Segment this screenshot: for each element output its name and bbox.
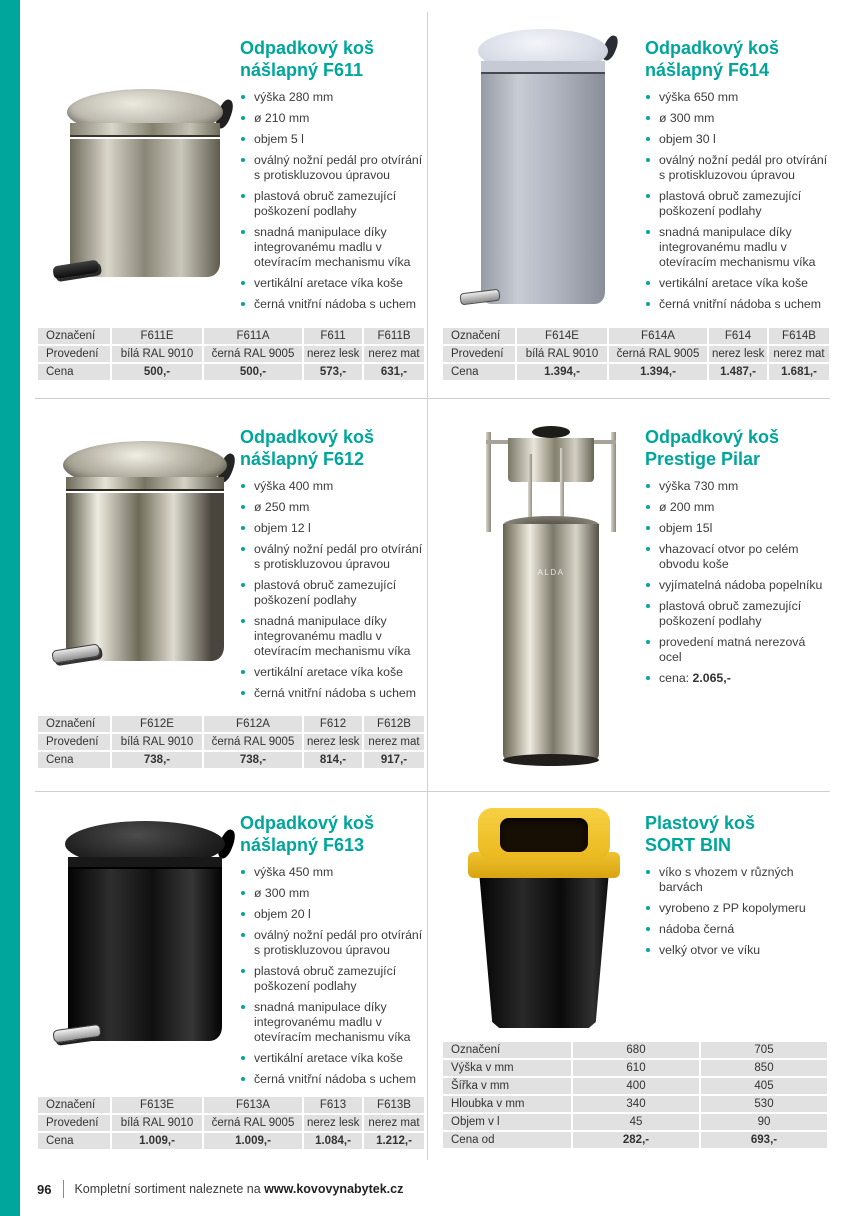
table-row-label: Označení bbox=[38, 328, 110, 344]
table-row-label: Objem v l bbox=[443, 1114, 571, 1130]
table-row bbox=[38, 1115, 424, 1131]
table-cell: 738,- bbox=[204, 752, 302, 768]
table-row bbox=[443, 1096, 827, 1112]
table-row-label: Označení bbox=[443, 1042, 571, 1058]
bullet-item: černá vnitřní nádoba s uchem bbox=[240, 1072, 424, 1087]
table-cell: F612B bbox=[364, 716, 424, 732]
table-cell: černá RAL 9005 bbox=[609, 346, 707, 362]
table-row bbox=[38, 346, 424, 362]
table-row bbox=[38, 1097, 424, 1113]
table-cell: F613A bbox=[204, 1097, 302, 1113]
table-row-label: Provedení bbox=[38, 346, 110, 362]
bullet-item: plastová obruč zamezující poškození podlahy bbox=[240, 964, 424, 994]
table-cell: černá RAL 9005 bbox=[204, 1115, 302, 1131]
table-cell: 1.394,- bbox=[609, 364, 707, 380]
table-cell: 90 bbox=[701, 1114, 827, 1130]
product-info-pilar bbox=[645, 426, 829, 692]
bullet-item: vyrobeno z PP kopolymeru bbox=[645, 901, 829, 916]
table-cell: F613B bbox=[364, 1097, 424, 1113]
table-row bbox=[443, 364, 829, 380]
table-row-label: Provedení bbox=[38, 734, 110, 750]
spec-table-f614 bbox=[441, 326, 831, 382]
table-cell: 573,- bbox=[304, 364, 362, 380]
bullet-item: plastová obruč zamezující poškození podlahy bbox=[645, 599, 829, 629]
bullet-item: oválný nožní pedál pro otvírání s protiskluzovou úpravou bbox=[240, 542, 424, 572]
product-title-line1: Odpadkový koš bbox=[240, 427, 375, 447]
bullet-item: ø 250 mm bbox=[240, 500, 424, 515]
table-cell: F611 bbox=[304, 328, 362, 344]
table-row bbox=[443, 346, 829, 362]
product-title-line2: nášlapný F614 bbox=[645, 60, 770, 80]
table-row bbox=[443, 1114, 827, 1130]
table-cell: nerez mat bbox=[364, 1115, 424, 1131]
bullet-item: objem 30 l bbox=[645, 132, 829, 147]
product-info-f612 bbox=[240, 426, 424, 707]
product-title bbox=[645, 37, 829, 81]
spec-table-f612 bbox=[36, 714, 426, 770]
table-row-label: Provedení bbox=[38, 1115, 110, 1131]
bullet-item: nádoba černá bbox=[645, 922, 829, 937]
table-cell: 680 bbox=[573, 1042, 699, 1058]
bullet-item: objem 5 l bbox=[240, 132, 424, 147]
product-info-f614 bbox=[645, 37, 829, 318]
bullet-item: objem 15l bbox=[645, 521, 829, 536]
bullet-item: snadná manipulace díky integrovanému madlu v otevíracím mechanismu víka bbox=[240, 1000, 424, 1045]
table-cell: 631,- bbox=[364, 364, 424, 380]
spec-table-f613 bbox=[36, 1095, 426, 1151]
bin-body bbox=[66, 493, 224, 661]
bin-rim bbox=[70, 123, 220, 137]
table-cell: 1.009,- bbox=[204, 1133, 302, 1149]
table-row-label: Cena bbox=[38, 1133, 110, 1149]
bullet-item: černá vnitřní nádoba s uchem bbox=[645, 297, 829, 312]
table-cell: nerez lesk bbox=[304, 346, 362, 362]
product-title-line1: Odpadkový koš bbox=[240, 813, 375, 833]
table-row-label: Provedení bbox=[443, 346, 515, 362]
table-cell: nerez mat bbox=[769, 346, 829, 362]
bullet-item: vyjímatelná nádoba popelníku bbox=[645, 578, 829, 593]
table-cell: nerez lesk bbox=[304, 734, 362, 750]
product-bullets bbox=[240, 865, 424, 1087]
page-number: 96 bbox=[37, 1181, 52, 1197]
table-cell: 500,- bbox=[112, 364, 202, 380]
product-title bbox=[645, 426, 829, 470]
footer-divider bbox=[63, 1180, 64, 1198]
table-cell: bílá RAL 9010 bbox=[112, 1115, 202, 1131]
bin-rim bbox=[68, 857, 222, 869]
table-cell: 530 bbox=[701, 1096, 827, 1112]
table-row bbox=[443, 328, 829, 344]
product-info-f613 bbox=[240, 812, 424, 1093]
product-title-line1: Plastový koš bbox=[645, 813, 756, 833]
table-row bbox=[443, 1078, 827, 1094]
table-row-label: Cena bbox=[443, 364, 515, 380]
table-cell: 1.212,- bbox=[364, 1133, 424, 1149]
product-info-sortbin bbox=[645, 812, 829, 964]
table-cell: bílá RAL 9010 bbox=[112, 346, 202, 362]
product-card-f614 bbox=[440, 15, 832, 395]
product-image-pilar bbox=[468, 418, 634, 773]
table-cell: 693,- bbox=[701, 1132, 827, 1148]
product-title-line1: Odpadkový koš bbox=[240, 38, 375, 58]
bullet-item: oválný nožní pedál pro otvírání s protiskluzovou úpravou bbox=[240, 928, 424, 958]
table-cell: 705 bbox=[701, 1042, 827, 1058]
product-image-f611 bbox=[55, 83, 235, 288]
product-image-f613 bbox=[55, 815, 235, 1055]
table-row-label: Hloubka v mm bbox=[443, 1096, 571, 1112]
table-cell: F611B bbox=[364, 328, 424, 344]
table-cell: nerez mat bbox=[364, 346, 424, 362]
bullet-item: vhazovací otvor po celém obvodu koše bbox=[645, 542, 829, 572]
table-cell: 738,- bbox=[112, 752, 202, 768]
table-cell: F612 bbox=[304, 716, 362, 732]
product-title bbox=[240, 37, 424, 81]
bullet-item: černá vnitřní nádoba s uchem bbox=[240, 686, 424, 701]
bin-body bbox=[474, 878, 614, 1028]
spec-table-f611 bbox=[36, 326, 426, 382]
bullet-item: výška 730 mm bbox=[645, 479, 829, 494]
table-cell: černá RAL 9005 bbox=[204, 346, 302, 362]
table-row bbox=[38, 1133, 424, 1149]
table-row bbox=[443, 1060, 827, 1076]
product-card-sortbin bbox=[440, 800, 832, 1200]
table-cell: bílá RAL 9010 bbox=[112, 734, 202, 750]
bullet-item: oválný nožní pedál pro otvírání s protiskluzovou úpravou bbox=[645, 153, 829, 183]
product-card-f613 bbox=[35, 800, 427, 1200]
table-cell: nerez mat bbox=[364, 734, 424, 750]
table-row bbox=[38, 716, 424, 732]
bullet-item: výška 650 mm bbox=[645, 90, 829, 105]
bin-rim bbox=[481, 61, 605, 74]
bullet-item: černá vnitřní nádoba s uchem bbox=[240, 297, 424, 312]
table-cell: černá RAL 9005 bbox=[204, 734, 302, 750]
bullet-item: výška 450 mm bbox=[240, 865, 424, 880]
table-cell: 850 bbox=[701, 1060, 827, 1076]
bullet-item: vertikální aretace víka koše bbox=[240, 1051, 424, 1066]
table-cell: bílá RAL 9010 bbox=[517, 346, 607, 362]
bullet-item: snadná manipulace díky integrovanému madlu v otevíracím mechanismu víka bbox=[645, 225, 829, 270]
bullet-item: vertikální aretace víka koše bbox=[645, 276, 829, 291]
row-divider-2 bbox=[35, 791, 830, 792]
table-row-label: Označení bbox=[443, 328, 515, 344]
table-cell: F612A bbox=[204, 716, 302, 732]
table-cell: 45 bbox=[573, 1114, 699, 1130]
table-cell: 400 bbox=[573, 1078, 699, 1094]
table-cell: nerez lesk bbox=[709, 346, 767, 362]
product-image-sortbin bbox=[458, 808, 630, 1033]
row-divider-1 bbox=[35, 398, 830, 399]
bullet-item: výška 400 mm bbox=[240, 479, 424, 494]
spec-table-sortbin bbox=[441, 1040, 829, 1150]
bullet-item: plastová obruč zamezující poškození podlahy bbox=[240, 189, 424, 219]
bullet-item: cena: 2.065,- bbox=[645, 671, 829, 686]
column-divider bbox=[427, 12, 428, 1160]
bin-rim bbox=[66, 477, 224, 491]
table-row bbox=[38, 734, 424, 750]
table-row bbox=[38, 364, 424, 380]
product-card-f612 bbox=[35, 408, 427, 788]
bin-base bbox=[503, 754, 599, 766]
brand-logo-on-product: ALDA bbox=[537, 568, 565, 577]
table-cell: F613E bbox=[112, 1097, 202, 1113]
table-row bbox=[38, 328, 424, 344]
product-bullets bbox=[645, 90, 829, 312]
bin-body bbox=[68, 869, 222, 1041]
bullet-item: objem 12 l bbox=[240, 521, 424, 536]
bullet-item: velký otvor ve víku bbox=[645, 943, 829, 958]
bullet-item: objem 20 l bbox=[240, 907, 424, 922]
bin-bracket-left bbox=[486, 432, 491, 532]
table-row-label: Cena bbox=[38, 364, 110, 380]
product-title-line2: nášlapný F613 bbox=[240, 835, 365, 855]
product-title-line2: nášlapný F611 bbox=[240, 60, 364, 80]
table-row-label: Cena od bbox=[443, 1132, 571, 1148]
bullet-item: vertikální aretace víka koše bbox=[240, 665, 424, 680]
table-row-label: Výška v mm bbox=[443, 1060, 571, 1076]
table-cell: F614 bbox=[709, 328, 767, 344]
product-card-pilar bbox=[440, 408, 832, 788]
table-cell: 1.009,- bbox=[112, 1133, 202, 1149]
bullet-item: snadná manipulace díky integrovanému madlu v otevíracím mechanismu víka bbox=[240, 225, 424, 270]
product-title-line1: Odpadkový koš bbox=[645, 38, 780, 58]
bullet-item: provedení matná nerezová ocel bbox=[645, 635, 829, 665]
product-title-line2: nášlapný F612 bbox=[240, 449, 365, 469]
table-cell: 917,- bbox=[364, 752, 424, 768]
bullet-item: snadná manipulace díky integrovanému madlu v otevíracím mechanismu víka bbox=[240, 614, 424, 659]
product-image-f614 bbox=[458, 27, 630, 317]
table-cell: 405 bbox=[701, 1078, 827, 1094]
table-cell: F611E bbox=[112, 328, 202, 344]
table-cell: 500,- bbox=[204, 364, 302, 380]
product-image-f612 bbox=[55, 433, 235, 673]
table-row-label: Cena bbox=[38, 752, 110, 768]
product-bullets bbox=[240, 479, 424, 701]
product-card-f611 bbox=[35, 15, 427, 395]
footer-text-label: Kompletní sortiment naleznete na bbox=[74, 1182, 265, 1196]
table-cell: 610 bbox=[573, 1060, 699, 1076]
bin-body bbox=[481, 74, 605, 304]
page-footer bbox=[37, 1180, 403, 1198]
bin-bracket-right bbox=[611, 432, 616, 532]
table-cell: F614E bbox=[517, 328, 607, 344]
bullet-item: ø 210 mm bbox=[240, 111, 424, 126]
product-info-f611 bbox=[240, 37, 424, 318]
product-title-line1: Odpadkový koš bbox=[645, 427, 780, 447]
table-cell: 1.084,- bbox=[304, 1133, 362, 1149]
bin-top-hole bbox=[532, 426, 570, 438]
bullet-item: plastová obruč zamezující poškození podlahy bbox=[240, 578, 424, 608]
table-cell: nerez lesk bbox=[304, 1115, 362, 1131]
table-row bbox=[38, 752, 424, 768]
table-cell: 282,- bbox=[573, 1132, 699, 1148]
table-row bbox=[443, 1132, 827, 1148]
product-title-line2: SORT BIN bbox=[645, 835, 732, 855]
product-title bbox=[645, 812, 829, 856]
bullet-item: plastová obruč zamezující poškození podlahy bbox=[645, 189, 829, 219]
product-bullets bbox=[645, 865, 829, 958]
table-row-label: Šířka v mm bbox=[443, 1078, 571, 1094]
table-cell: 1.487,- bbox=[709, 364, 767, 380]
footer-text bbox=[74, 1182, 403, 1196]
left-accent-stripe bbox=[0, 0, 20, 1216]
bullet-item: výška 280 mm bbox=[240, 90, 424, 105]
table-row-label: Označení bbox=[38, 1097, 110, 1113]
table-cell: F613 bbox=[304, 1097, 362, 1113]
product-title bbox=[240, 426, 424, 470]
table-cell: 1.681,- bbox=[769, 364, 829, 380]
table-cell: F614B bbox=[769, 328, 829, 344]
table-row bbox=[443, 1042, 827, 1058]
bullet-item: ø 200 mm bbox=[645, 500, 829, 515]
table-cell: 340 bbox=[573, 1096, 699, 1112]
table-cell: 1.394,- bbox=[517, 364, 607, 380]
bin-body bbox=[70, 139, 220, 277]
table-cell: F611A bbox=[204, 328, 302, 344]
bullet-item: oválný nožní pedál pro otvírání s protiskluzovou úpravou bbox=[240, 153, 424, 183]
bullet-item: víko s vhozem v různých barvách bbox=[645, 865, 829, 895]
table-cell: F614A bbox=[609, 328, 707, 344]
table-row-label: Označení bbox=[38, 716, 110, 732]
table-cell: 814,- bbox=[304, 752, 362, 768]
product-title bbox=[240, 812, 424, 856]
bin-opening bbox=[500, 818, 588, 852]
bin-body bbox=[503, 524, 599, 762]
bullet-item: ø 300 mm bbox=[645, 111, 829, 126]
product-title-line2: Prestige Pilar bbox=[645, 449, 761, 469]
product-bullets bbox=[645, 479, 829, 686]
bullet-item: vertikální aretace víka koše bbox=[240, 276, 424, 291]
table-cell: F612E bbox=[112, 716, 202, 732]
bullet-item: ø 300 mm bbox=[240, 886, 424, 901]
product-bullets bbox=[240, 90, 424, 312]
footer-website-link[interactable]: www.kovovynabytek.cz bbox=[264, 1182, 404, 1196]
